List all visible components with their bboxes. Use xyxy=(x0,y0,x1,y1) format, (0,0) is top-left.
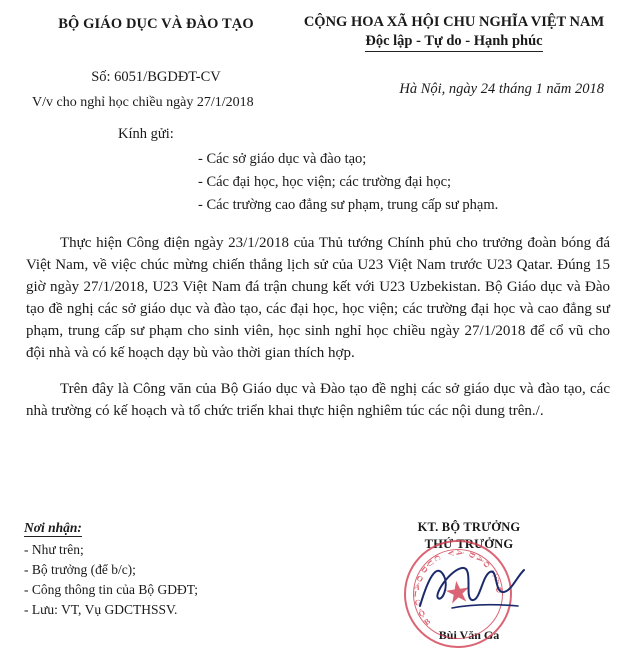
official-seal-icon xyxy=(397,533,519,655)
seal-text: B Ộ G I Á O D Ụ C V À Đ À O T Ạ O xyxy=(413,549,502,628)
signer-name: Bùi Văn Ga xyxy=(438,628,500,642)
body-paragraph: Trên đây là Công văn của Bộ Giáo dục và Đào tạo đề nghị các sở giáo dục và đào tạo, các nhà trường có kế hoạch và tổ chức triển khai thực hiện nghiêm túc các nội dung trên./. xyxy=(26,381,610,420)
recipients-list xyxy=(198,151,618,214)
document-body xyxy=(22,232,618,422)
body-paragraph: Thực hiện Công điện ngày 23/1/2018 của Thủ tướng Chính phủ cho trưởng đoàn bóng đá Việt Nam, về việc chúc mừng chiến thắng lịch sử của U23 Việt Nam trước U23 Qatar. Đúng 15 giờ ngày 27/1/2018, U23 Việt Nam đá trận chung kết với U23 Uzbekistan. Bộ Giáo dục và Đào tạo đề nghị các sở giáo dục và đào tạo, các đại học, học viện; các trường đại học và cao đẳng sư phạm, trung cấp sư phạm cho sinh viên, học sinh nghỉ học chiều ngày 27/1/2018 để cổ vũ cho đội nhà và có kế hoạch dạy bù vào thời gian thích hợp. xyxy=(26,235,610,362)
seal-star-icon: ★ xyxy=(442,574,474,612)
distribution-item: - Lưu: VT, Vụ GDCTHSSV. xyxy=(24,602,178,617)
national-title: CỘNG HOA XÃ HỘI CHU NGHĨA VIỆT NAM xyxy=(303,14,605,30)
recipient-item: - Các trường cao đẳng sư phạm, trung cấp sư phạm. xyxy=(198,197,499,213)
signer-title-line1: KT. BỘ TRƯỞNG xyxy=(417,520,521,534)
place-and-date: Hà Nội, ngày 24 tháng 1 năm 2018 xyxy=(399,81,604,97)
document-subject: V/v cho nghỉ học chiều ngày 27/1/2018 xyxy=(32,95,254,110)
document-header xyxy=(22,14,618,52)
distribution-item: - Bộ trưởng (để b/c); xyxy=(24,562,136,577)
recipient-item: - Các sở giáo dục và đào tạo; xyxy=(198,151,367,167)
signer-title-line2: THỨ TRƯỞNG xyxy=(424,537,514,551)
recipient-item: - Các đại học, học viện; các trường đại học; xyxy=(198,174,452,190)
distribution-item: - Công thông tin của Bộ GDĐT; xyxy=(24,582,198,597)
header-right-block xyxy=(290,14,618,52)
distribution-list xyxy=(24,542,274,618)
signature-block xyxy=(354,520,584,643)
document-number: Số: 6051/BGDĐT-CV xyxy=(91,69,221,85)
recipients-label: Kính gửi: xyxy=(118,126,174,142)
distribution-block xyxy=(24,520,274,622)
issuing-organization: BỘ GIÁO DỤC VÀ ĐÀO TẠO xyxy=(58,16,254,32)
document-footer xyxy=(22,520,618,648)
distribution-title: Nơi nhận: xyxy=(24,520,82,535)
national-motto: Độc lập - Tự do - Hạnh phúc xyxy=(365,33,542,52)
header-left-block xyxy=(22,14,290,33)
distribution-item: - Như trên; xyxy=(24,542,84,557)
